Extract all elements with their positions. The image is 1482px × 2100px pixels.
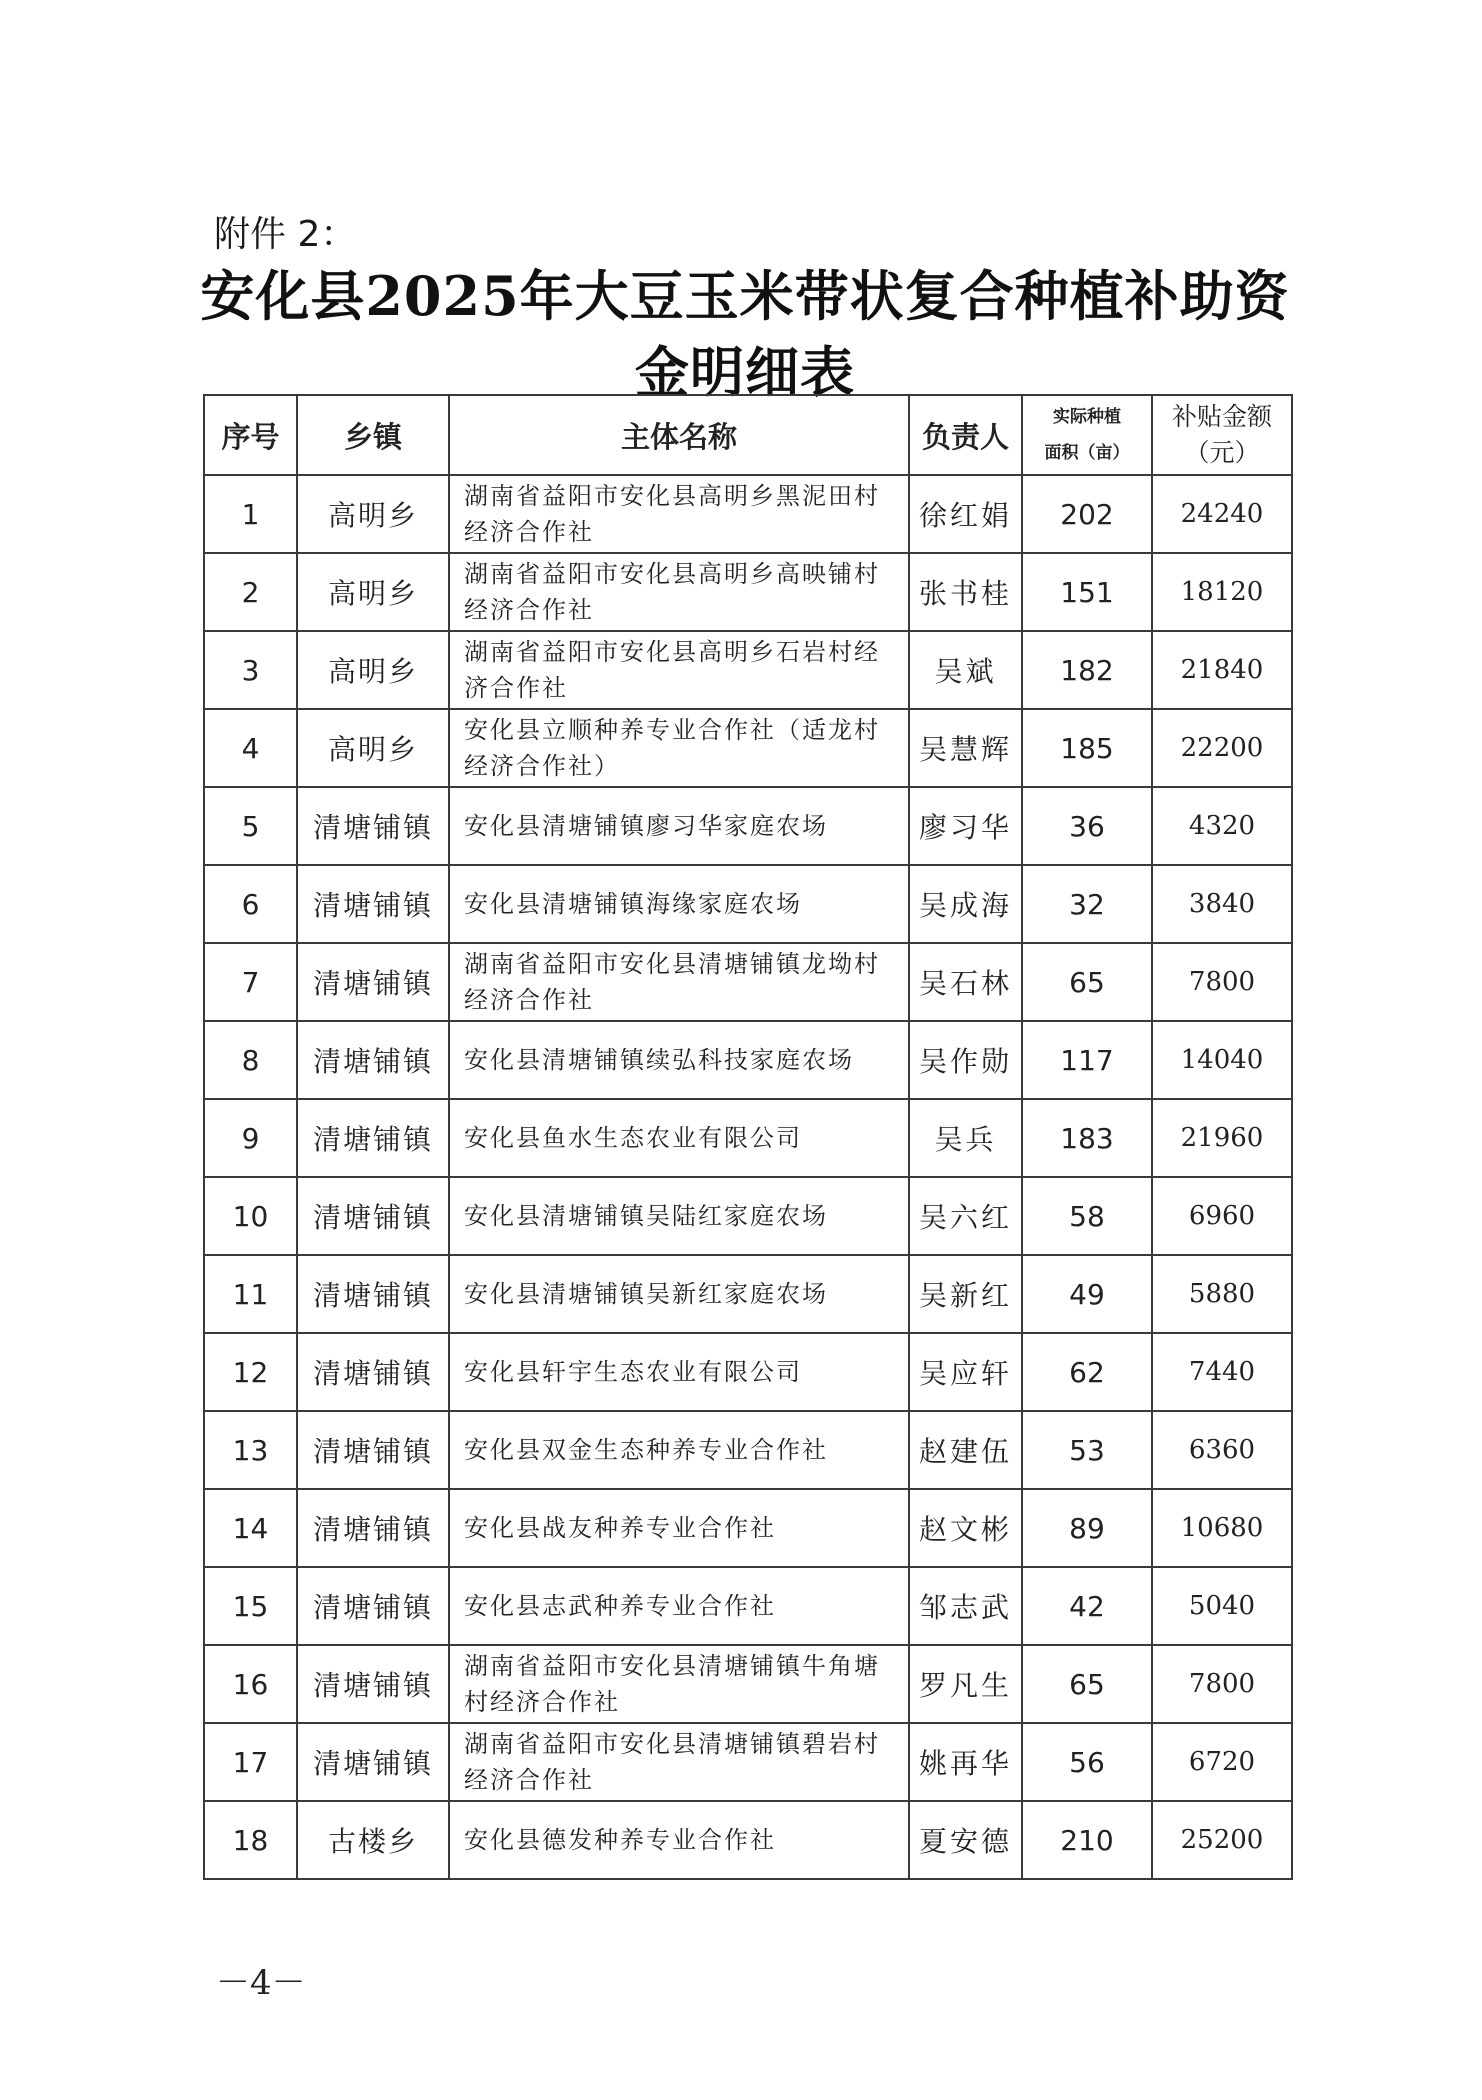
- cell-person: 吴慧辉: [909, 709, 1022, 787]
- cell-area: 62: [1022, 1333, 1152, 1411]
- table-row: [204, 631, 1292, 709]
- cell-town: 清塘铺镇: [297, 943, 449, 1021]
- header-area-line-1: 实际种植: [1053, 407, 1121, 427]
- subsidy-detail-table: [203, 394, 1293, 1880]
- cell-person: 吴斌: [909, 631, 1022, 709]
- cell-seq: 6: [204, 865, 297, 943]
- table-row: [204, 943, 1292, 1021]
- cell-town: 清塘铺镇: [297, 1099, 449, 1177]
- cell-entity: 安化县立顺种养专业合作社（适龙村经济合作社）: [449, 709, 909, 787]
- table-row: [204, 1567, 1292, 1645]
- cell-amount: 4320: [1152, 787, 1292, 865]
- cell-area: 183: [1022, 1099, 1152, 1177]
- cell-person: 徐红娟: [909, 475, 1022, 553]
- cell-town: 清塘铺镇: [297, 1021, 449, 1099]
- page-number: －4－: [216, 1963, 306, 2003]
- cell-seq: 15: [204, 1567, 297, 1645]
- cell-entity: 安化县清塘铺镇海缘家庭农场: [449, 865, 909, 943]
- header-town: 乡镇: [297, 395, 449, 475]
- table-row: [204, 1099, 1292, 1177]
- table-row: [204, 1255, 1292, 1333]
- cell-person: 吴成海: [909, 865, 1022, 943]
- cell-person: 吴作勋: [909, 1021, 1022, 1099]
- cell-seq: 8: [204, 1021, 297, 1099]
- cell-entity: 安化县清塘铺镇廖习华家庭农场: [449, 787, 909, 865]
- table-row: [204, 475, 1292, 553]
- cell-amount: 3840: [1152, 865, 1292, 943]
- table-row: [204, 865, 1292, 943]
- cell-amount: 7800: [1152, 1645, 1292, 1723]
- cell-area: 65: [1022, 943, 1152, 1021]
- header-entity: 主体名称: [449, 395, 909, 475]
- cell-seq: 1: [204, 475, 297, 553]
- cell-person: 廖习华: [909, 787, 1022, 865]
- header-area: [1022, 395, 1152, 475]
- cell-area: 53: [1022, 1411, 1152, 1489]
- cell-person: 吴兵: [909, 1099, 1022, 1177]
- header-person: 负责人: [909, 395, 1022, 475]
- cell-amount: 7800: [1152, 943, 1292, 1021]
- cell-town: 高明乡: [297, 631, 449, 709]
- header-area-line-2: 面积（亩）: [1044, 443, 1130, 463]
- cell-entity: 安化县战友种养专业合作社: [449, 1489, 909, 1567]
- cell-seq: 16: [204, 1645, 297, 1723]
- cell-area: 202: [1022, 475, 1152, 553]
- cell-person: 吴新红: [909, 1255, 1022, 1333]
- table-row: [204, 1021, 1292, 1099]
- cell-person: 罗凡生: [909, 1645, 1022, 1723]
- cell-entity: 湖南省益阳市安化县清塘铺镇龙坳村经济合作社: [449, 943, 909, 1021]
- page-title: [200, 258, 1290, 410]
- cell-amount: 21960: [1152, 1099, 1292, 1177]
- attachment-label: 附件 2：: [214, 214, 357, 255]
- cell-person: 吴应轩: [909, 1333, 1022, 1411]
- cell-seq: 7: [204, 943, 297, 1021]
- cell-entity: 安化县鱼水生态农业有限公司: [449, 1099, 909, 1177]
- cell-amount: 14040: [1152, 1021, 1292, 1099]
- cell-entity: 安化县志武种养专业合作社: [449, 1567, 909, 1645]
- cell-area: 58: [1022, 1177, 1152, 1255]
- cell-town: 高明乡: [297, 475, 449, 553]
- cell-seq: 11: [204, 1255, 297, 1333]
- table-row: [204, 1333, 1292, 1411]
- cell-entity: 安化县清塘铺镇吴新红家庭农场: [449, 1255, 909, 1333]
- table-row: [204, 1177, 1292, 1255]
- table-row: [204, 553, 1292, 631]
- cell-person: 夏安德: [909, 1801, 1022, 1879]
- cell-town: 清塘铺镇: [297, 1567, 449, 1645]
- header-seq: 序号: [204, 395, 297, 475]
- cell-amount: 6960: [1152, 1177, 1292, 1255]
- cell-entity: 安化县清塘铺镇续弘科技家庭农场: [449, 1021, 909, 1099]
- cell-seq: 2: [204, 553, 297, 631]
- title-line-2: 金明细表: [635, 340, 855, 404]
- cell-area: 182: [1022, 631, 1152, 709]
- cell-entity: 安化县双金生态种养专业合作社: [449, 1411, 909, 1489]
- cell-town: 古楼乡: [297, 1801, 449, 1879]
- table-body: [204, 475, 1292, 1879]
- cell-person: 吴六红: [909, 1177, 1022, 1255]
- cell-area: 42: [1022, 1567, 1152, 1645]
- cell-seq: 17: [204, 1723, 297, 1801]
- cell-entity: 湖南省益阳市安化县高明乡石岩村经济合作社: [449, 631, 909, 709]
- cell-seq: 5: [204, 787, 297, 865]
- cell-amount: 5040: [1152, 1567, 1292, 1645]
- table-row: [204, 1645, 1292, 1723]
- cell-entity: 湖南省益阳市安化县清塘铺镇碧岩村经济合作社: [449, 1723, 909, 1801]
- cell-area: 117: [1022, 1021, 1152, 1099]
- cell-amount: 5880: [1152, 1255, 1292, 1333]
- cell-amount: 6360: [1152, 1411, 1292, 1489]
- cell-seq: 3: [204, 631, 297, 709]
- header-amount-line-1: 补贴金额: [1171, 402, 1272, 431]
- cell-amount: 25200: [1152, 1801, 1292, 1879]
- cell-person: 姚再华: [909, 1723, 1022, 1801]
- cell-person: 赵文彬: [909, 1489, 1022, 1567]
- cell-person: 邹志武: [909, 1567, 1022, 1645]
- cell-amount: 24240: [1152, 475, 1292, 553]
- cell-seq: 18: [204, 1801, 297, 1879]
- table-row: [204, 1411, 1292, 1489]
- title-line-1: 安化县2025年大豆玉米带状复合种植补助资: [200, 264, 1290, 328]
- cell-amount: 18120: [1152, 553, 1292, 631]
- table-row: [204, 709, 1292, 787]
- cell-entity: 湖南省益阳市安化县高明乡黑泥田村经济合作社: [449, 475, 909, 553]
- cell-amount: 6720: [1152, 1723, 1292, 1801]
- cell-entity: 湖南省益阳市安化县清塘铺镇牛角塘村经济合作社: [449, 1645, 909, 1723]
- cell-person: 吴石林: [909, 943, 1022, 1021]
- header-amount-line-2: （元）: [1184, 438, 1260, 467]
- cell-person: 张书桂: [909, 553, 1022, 631]
- cell-town: 清塘铺镇: [297, 1645, 449, 1723]
- cell-town: 清塘铺镇: [297, 787, 449, 865]
- cell-town: 清塘铺镇: [297, 1255, 449, 1333]
- cell-seq: 10: [204, 1177, 297, 1255]
- cell-seq: 9: [204, 1099, 297, 1177]
- cell-person: 赵建伍: [909, 1411, 1022, 1489]
- cell-seq: 13: [204, 1411, 297, 1489]
- cell-amount: 22200: [1152, 709, 1292, 787]
- cell-area: 89: [1022, 1489, 1152, 1567]
- header-amount: [1152, 395, 1292, 475]
- cell-area: 65: [1022, 1645, 1152, 1723]
- cell-area: 32: [1022, 865, 1152, 943]
- cell-area: 210: [1022, 1801, 1152, 1879]
- cell-area: 151: [1022, 553, 1152, 631]
- cell-amount: 7440: [1152, 1333, 1292, 1411]
- cell-seq: 4: [204, 709, 297, 787]
- cell-entity: 安化县清塘铺镇吴陆红家庭农场: [449, 1177, 909, 1255]
- cell-town: 清塘铺镇: [297, 1333, 449, 1411]
- cell-amount: 10680: [1152, 1489, 1292, 1567]
- cell-area: 185: [1022, 709, 1152, 787]
- cell-entity: 安化县德发种养专业合作社: [449, 1801, 909, 1879]
- table-row: [204, 787, 1292, 865]
- cell-area: 56: [1022, 1723, 1152, 1801]
- cell-town: 高明乡: [297, 553, 449, 631]
- cell-entity: 湖南省益阳市安化县高明乡高映铺村经济合作社: [449, 553, 909, 631]
- cell-entity: 安化县轩宇生态农业有限公司: [449, 1333, 909, 1411]
- table-header-row: [204, 395, 1292, 475]
- table-row: [204, 1489, 1292, 1567]
- cell-seq: 12: [204, 1333, 297, 1411]
- table-row: [204, 1723, 1292, 1801]
- cell-town: 清塘铺镇: [297, 1489, 449, 1567]
- cell-area: 49: [1022, 1255, 1152, 1333]
- cell-town: 清塘铺镇: [297, 1723, 449, 1801]
- cell-town: 清塘铺镇: [297, 1177, 449, 1255]
- cell-area: 36: [1022, 787, 1152, 865]
- table-row: [204, 1801, 1292, 1879]
- cell-amount: 21840: [1152, 631, 1292, 709]
- cell-town: 高明乡: [297, 709, 449, 787]
- cell-town: 清塘铺镇: [297, 1411, 449, 1489]
- cell-seq: 14: [204, 1489, 297, 1567]
- cell-town: 清塘铺镇: [297, 865, 449, 943]
